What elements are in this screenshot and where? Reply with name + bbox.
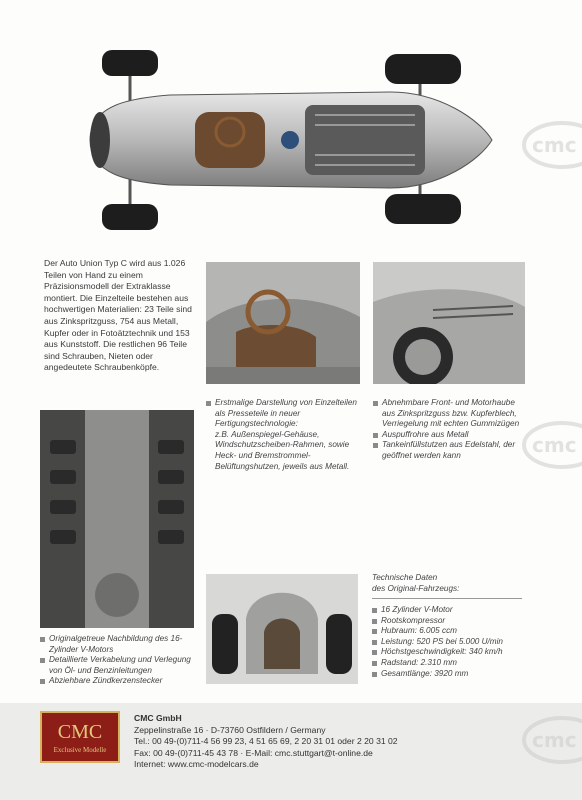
- engine-caption: [40, 634, 200, 687]
- svg-text:cmc: cmc: [532, 728, 577, 752]
- intro-paragraph: Der Auto Union Typ C wird aus 1.026 Teilen von Hand zu einem Präzisionsmodell der Extraklasse montiert. Die Einzelteile bestehen aus hochwertigen Materialien: 23 Teile sind aus Zinkspritzguss, 754 aus Metall, Kupfer oder in Fotoätztechnik und 153 aus Kunststoff. Die restlichen 96 Teile sind Schrauben, Nieten oder angedeutete Schraubenköpfe.: [44, 258, 192, 373]
- engine-caption-item: Originalgetreue Nachbildung des 16-Zylinder V-Motors: [40, 634, 200, 655]
- tech-item: Höchstgeschwindigkeit: 340 km/h: [372, 647, 522, 658]
- tech-item: Gesamtlänge: 3920 mm: [372, 669, 522, 680]
- tech-item: Leistung: 520 PS bei 5.000 U/min: [372, 637, 522, 648]
- cmc-watermark-icon: [522, 420, 582, 470]
- hood-caption: [373, 398, 529, 462]
- cmc-watermark-icon: [522, 120, 582, 170]
- tech-heading: Technische Daten des Original-Fahrzeugs:: [372, 573, 460, 593]
- hood-caption-item: Auspuffrohre aus Metall: [373, 430, 529, 441]
- tech-item: Hubraum: 6.005 ccm: [372, 626, 522, 637]
- hood-caption-item: Abnehmbare Front- und Motorhaube aus Zinkspritzguss bzw. Kupferblech, Verriegelung mit echten Gummizügen: [373, 398, 529, 430]
- engine-photo: [40, 410, 194, 628]
- car-top-view-photo: [60, 40, 500, 240]
- cockpit-caption: [206, 398, 364, 472]
- address: Zeppelinstraße 16 · D-73760 Ostfildern / Germany: [134, 724, 326, 735]
- cockpit-caption-item: Erstmalige Darstellung von Einzelteilen als Presseteile in neuer Fertigungstechnologie:: [206, 398, 364, 430]
- contact-block: [134, 713, 554, 771]
- company-name: CMC GmbH: [134, 713, 182, 723]
- hood-photo: [373, 262, 525, 384]
- cockpit-caption-item: z.B. Außenspiegel-Gehäuse, Windschutzscheiben-Rahmen, sowie Heck- und Bremstrommel-Belüftungshutzen, jeweils aus Metall.: [215, 429, 350, 471]
- cockpit-photo: [206, 262, 360, 384]
- tech-item: Radstand: 2.310 mm: [372, 658, 522, 669]
- svg-text:cmc: cmc: [532, 433, 577, 457]
- tech-item: Rootskompressor: [372, 616, 522, 627]
- car-front-photo: [206, 574, 358, 684]
- cmc-watermark-icon: [522, 715, 582, 765]
- tech-data-box: [372, 573, 522, 679]
- website-link[interactable]: Internet: www.cmc-modelcars.de: [134, 759, 259, 770]
- footer: [0, 703, 582, 800]
- fax-email: Fax: 00 49-(0)711-45 43 78 · E-Mail: cmc.stuttgart@t-online.de: [134, 747, 373, 758]
- tech-list: [372, 605, 522, 679]
- svg-text:cmc: cmc: [532, 133, 577, 157]
- cmc-logo: CMC Exclusive Modelle: [40, 711, 120, 763]
- tech-divider: [372, 598, 522, 599]
- engine-caption-item: Detaillierte Verkabelung und Verlegung von Öl- und Benzinleitungen: [40, 655, 200, 676]
- engine-caption-item: Abziehbare Zündkerzenstecker: [40, 676, 200, 687]
- phone: Tel.: 00 49-(0)711-4 56 99 23, 4 51 65 69, 2 20 31 01 oder 2 20 31 02: [134, 736, 398, 747]
- tech-item: 16 Zylinder V-Motor: [372, 605, 522, 616]
- hood-caption-item: Tankeinfüllstutzen aus Edelstahl, der geöffnet werden kann: [373, 440, 529, 461]
